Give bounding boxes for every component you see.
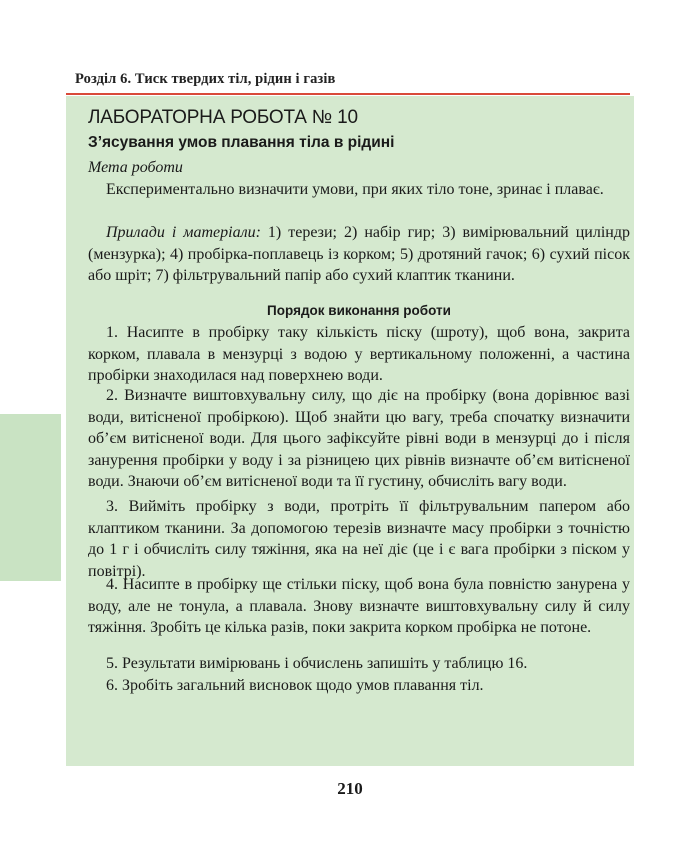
page-number: 210 [337,779,363,798]
materials-text: 1) терези; 2) набір гир; 3) вимірювальний циліндр (мензурка); 4) пробірка-поплавець із корком; 5) дротяний гачок; 6) сухий пісок або шріт; 7) фільтрувальний папір або сухий клаптик тканини. [88,224,630,284]
materials-label: Прилади і матеріали: [106,224,261,241]
materials-paragraph [88,222,630,287]
step-3: 3. Вийміть пробірку з води, протріть її фільтрувальним папером або клаптиком тканини. За допомогою терезів визначте масу пробірки з точністю до 1 г і обчисліть силу тяжіння, яка на неї діє (це і є вага пробірки з піском у повітрі). [88,498,630,580]
step-2: 2. Визначте виштовхувальну силу, що діє на пробірку (вона дорівнює вазі води, витісненої пробіркою). Щоб знайти цю вагу, треба спочатку визначити об’єм витісненої води. Для цього зафіксуйте рівні води в мензурці до і після занурення пробірки у воду і за різницею цих рівнів визначте об’єм витісненої води. Знаючи об’єм витісненої води та її густину, обчисліть вагу води. [88,387,630,490]
header-rule [66,93,630,95]
goal-text: Експериментально визначити умови, при яких тіло тоне, зринає і плаває. [106,181,604,198]
side-tab [0,414,61,581]
goal-heading: Мета роботи [88,159,183,176]
step-5: 5. Результати вимірювань і обчислень запишіть у таблицю 16. [106,655,528,672]
step-4: 4. Насипте в пробірку ще стільки піску, щоб вона була повністю занурена у воду, але не тонула, а плавала. Знову визначте виштовхувальну силу й силу тяжіння. Зробіть це кілька разів, поки закрита корком пробірка не потоне. [88,576,630,636]
lab-title: ЛАБОРАТОРНА РОБОТА № 10 [88,107,358,128]
step-1: 1. Насипте в пробірку таку кількість піску (шроту), щоб вона, закрита корком, плавала в мензурці з водою у вертикальному положенні, а частина пробірки знаходилася над поверхнею води. [88,324,630,384]
running-header: Розділ 6. Тиск твердих тіл, рідин і газів [75,71,336,87]
procedure-heading: Порядок виконання роботи [267,303,451,318]
step-6: 6. Зробіть загальний висновок щодо умов плавання тіл. [106,677,484,694]
lab-subtitle: З’ясування умов плавання тіла в рідині [88,134,395,151]
